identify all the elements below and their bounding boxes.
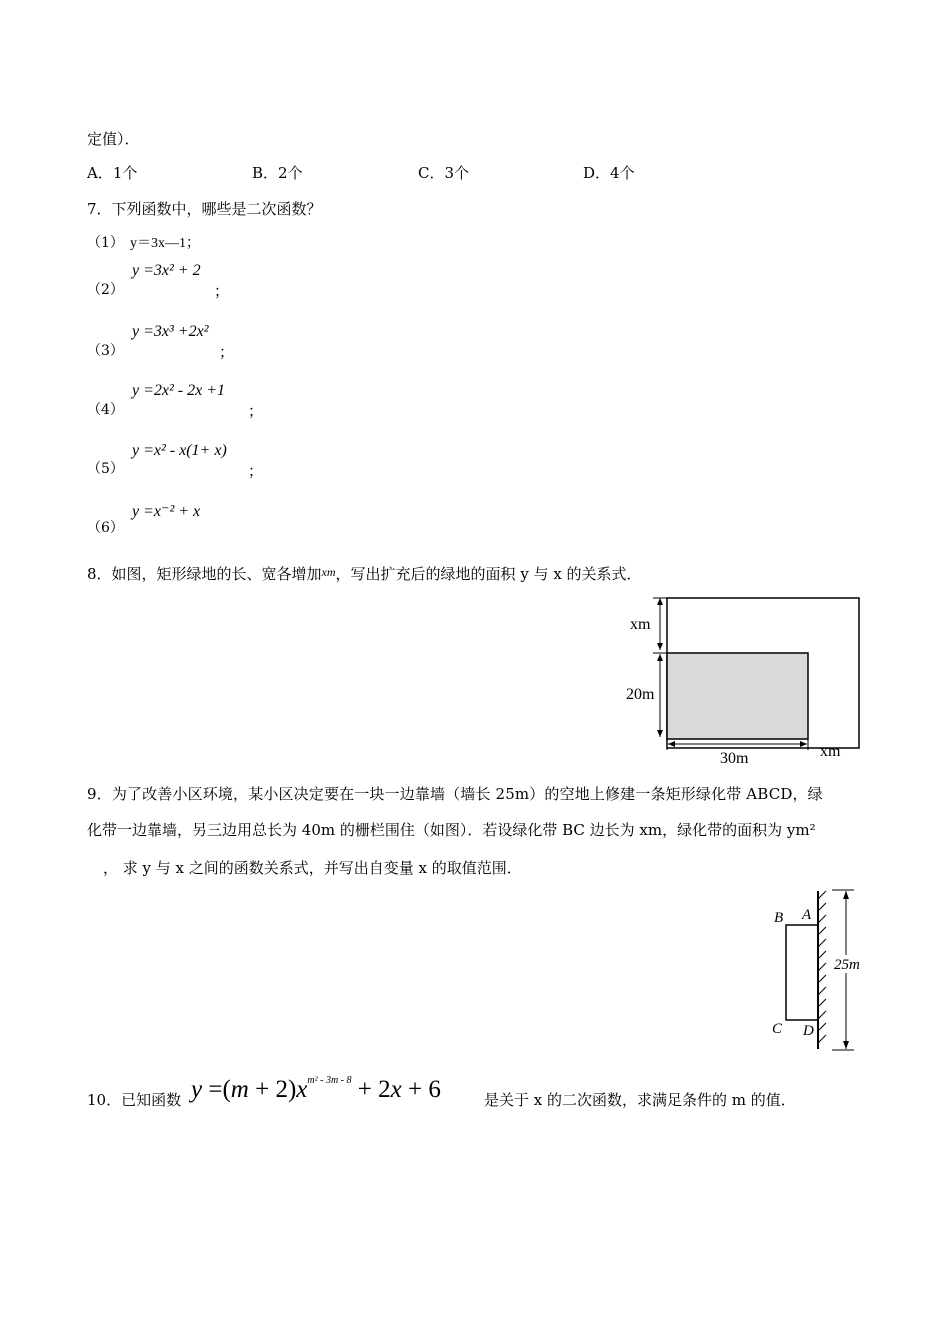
q7-item-5-expr: y =x² - x(1+ x): [132, 442, 227, 459]
q7-item-2-semi: ；: [214, 282, 230, 300]
q8-stem-after: ，写出扩充后的绿地的面积 y 与 x 的关系式．: [335, 565, 642, 583]
label-xm-right: xm: [820, 743, 841, 760]
q8-stem-before: 8．如图，矩形绿地的长、宽各增加: [87, 565, 322, 583]
q6-option-d: D．4个: [583, 164, 635, 182]
q6-option-b: B．2个: [252, 164, 303, 182]
q7-item-2-num: （2）: [87, 282, 124, 298]
q7-item-1-expr: y＝3x—1；: [130, 236, 200, 251]
q8-figure: [620, 592, 870, 764]
q7-item-5-semi: ；: [248, 462, 264, 480]
q9-line-1: 9．为了改善小区环境，某小区决定要在一块一边靠墙（墙长 25m）的空地上修建一条矩形绿化带 ABCD，绿: [87, 785, 823, 803]
q6-tail: 定值）．: [87, 130, 140, 148]
q7-item-3-num: （3）: [87, 343, 124, 359]
green-strip: [786, 925, 818, 1020]
label-D: D: [803, 1023, 814, 1039]
q7-item-6-num: （6）: [87, 520, 124, 536]
q9-line-2: 化带一边靠墙，另三边用总长为 40m 的栅栏围住（如图）．若设绿化带 BC 边长为 xm，绿化带的面积为 ym²: [87, 821, 816, 839]
q6-option-a: A．1个: [87, 164, 138, 182]
q8-stem: [87, 563, 642, 584]
q9-line-3: ， 求 y 与 x 之间的函数关系式，并写出自变量 x 的取值范围．: [103, 859, 522, 877]
label-30m: 30m: [720, 750, 749, 764]
label-20m: 20m: [626, 686, 655, 703]
q9-figure: [766, 885, 870, 1055]
q6-option-c: C．3个: [418, 164, 470, 182]
label-25m: 25m: [834, 957, 860, 973]
q7-item-3-expr: y =3x³ +2x²: [132, 323, 209, 340]
q7-item-2-expr: y =3x² + 2: [132, 262, 201, 279]
label-C: C: [772, 1021, 783, 1037]
label-xm-top: xm: [630, 616, 651, 633]
label-A: A: [802, 907, 812, 923]
q7-item-5-num: （5）: [87, 461, 124, 477]
q7-item-4-semi: ；: [248, 402, 264, 420]
q7-stem: 7．下列函数中，哪些是二次函数？: [87, 200, 322, 218]
q8-stem-xm: xm: [321, 565, 336, 579]
q7-item-4-expr: y =2x² - 2x +1: [132, 382, 226, 399]
q7-item-1-num: （1）: [87, 235, 124, 251]
q10-prefix: 10．已知函数: [87, 1091, 182, 1109]
q7-item-6-expr: y =x⁻² + x: [132, 503, 201, 520]
q10-formula: $y =(m + 2)x^{m^2 - 3m - 8} + 2x + 6$: [191, 1075, 441, 1103]
label-B: B: [774, 910, 784, 926]
q7-item-4-num: （4）: [87, 402, 124, 418]
q7-item-3-semi: ；: [219, 343, 235, 361]
q10-suffix: 是关于 x 的二次函数，求满足条件的 m 的值．: [484, 1091, 796, 1109]
original-rect: [667, 653, 808, 739]
